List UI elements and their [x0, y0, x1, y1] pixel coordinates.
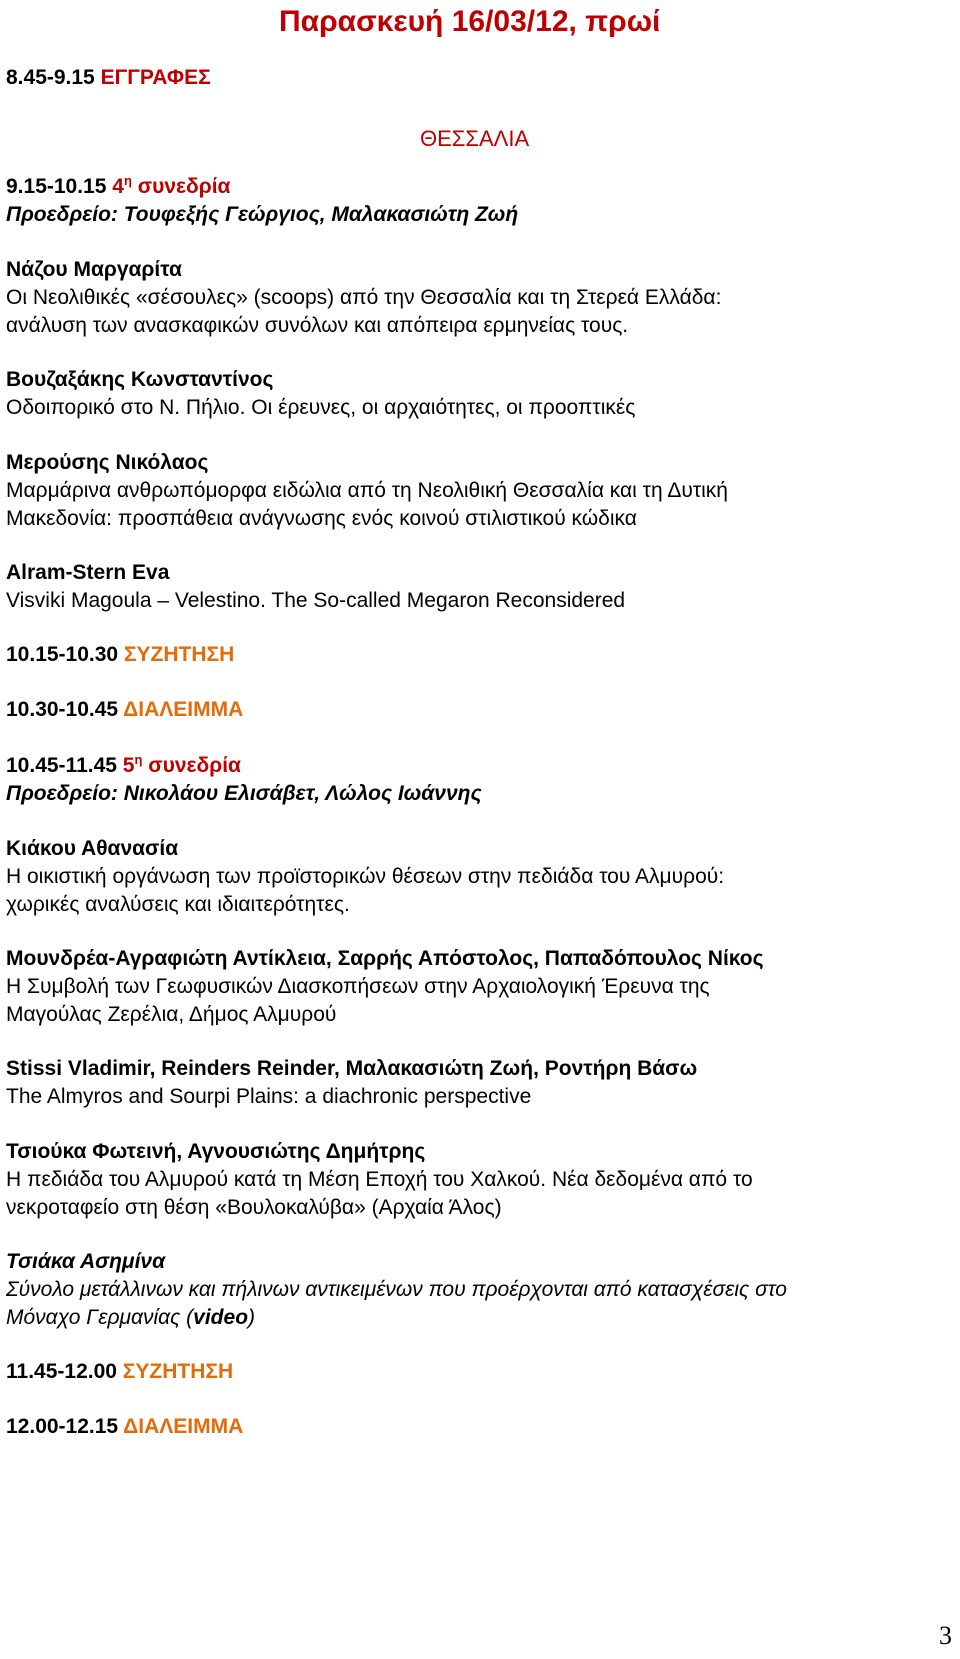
talk-title: Η οικιστική οργάνωση των προϊστορικών θέσεων στην πεδιάδα του Αλμυρού:	[6, 865, 725, 888]
session4-ordinal: η	[123, 173, 132, 188]
discussion-label: ΣΥΖΗΤΗΣΗ	[122, 1360, 234, 1383]
talk-title: Μαρμάρινα ανθρωπόμορφα ειδώλια από τη Νεολιθική Θεσσαλία και τη Δυτική	[6, 479, 728, 502]
registration-line	[6, 64, 211, 92]
discussion-time: 11.45-12.00	[6, 1360, 117, 1383]
session4-number: 4	[112, 175, 124, 198]
talk-title: Σύνολο μετάλλινων και πήλινων αντικειμένων που προέρχονται από κατασχέσεις στο	[6, 1278, 787, 1301]
talk-title: Οδοιπορικό στο Ν. Πήλιο. Οι έρευνες, οι αρχαιότητες, οι προοπτικές	[6, 396, 636, 419]
break-line	[6, 696, 243, 724]
discussion-line	[6, 641, 234, 669]
talk-title: Μαγούλας Ζερέλια, Δήμος Αλμυρού	[6, 1003, 337, 1026]
talk-author: Νάζου Μαργαρίτα	[6, 258, 182, 281]
session5-ordinal: η	[134, 752, 143, 767]
registration-time: 8.45-9.15	[6, 66, 95, 89]
discussion-line	[6, 1358, 233, 1386]
session4-chairs: Προεδρείο: Τουφεξής Γεώργιος, Μαλακασιώτη Ζωή	[6, 203, 519, 226]
talk-author: Μουνδρέα-Αγραφιώτη Αντίκλεια, Σαρρής Απόστολος, Παπαδόπουλος Νίκος	[6, 947, 764, 970]
talk-title-video: video	[193, 1306, 249, 1329]
discussion-label: ΣΥΖΗΤΗΣΗ	[123, 643, 235, 666]
talk-title: Μακεδονία: προσπάθεια ανάγνωσης ενός κοινού στιλιστικού κώδικα	[6, 507, 637, 530]
break-time: 12.00-12.15	[6, 1415, 119, 1438]
session5-number: 5	[122, 754, 135, 777]
talk-author: Τσιούκα Φωτεινή, Αγνουσιώτης Δημήτρης	[6, 1140, 426, 1163]
talk-title: The Almyros and Sourpi Plains: a diachronic perspective	[6, 1085, 532, 1108]
talk-author: Stissi Vladimir, Reinders Reinder, Μαλακασιώτη Ζωή, Ροντήρη Βάσω	[6, 1057, 698, 1080]
talk-title: Οι Νεολιθικές «σέσουλες» (scoops) από την Θεσσαλία και τη Στερεά Ελλάδα:	[6, 286, 722, 309]
discussion-time: 10.15-10.30	[6, 643, 119, 666]
break-label: ΔΙΑΛΕΙΜΜΑ	[123, 698, 244, 721]
session4-heading	[6, 173, 230, 201]
session5-time: 10.45-11.45	[6, 754, 117, 777]
registration-label: ΕΓΓΡΑΦΕΣ	[100, 66, 211, 89]
session5-heading	[6, 752, 241, 780]
talk-title-part: Μόναχο Γερμανίας (	[6, 1306, 194, 1329]
page-number: 3	[939, 1621, 952, 1650]
talk-title: χωρικές αναλύσεις και ιδιαιτερότητες.	[6, 893, 350, 916]
talk-author: Κιάκου Αθανασία	[6, 837, 179, 860]
talk-author: Τσιάκα Ασημίνα	[6, 1250, 166, 1273]
session5-label: συνεδρία	[148, 754, 241, 777]
talk-title: Visviki Magoula – Velestino. The So-called Megaron Reconsidered	[6, 589, 626, 612]
break-time: 10.30-10.45	[6, 698, 119, 721]
talk-title: Η Συμβολή των Γεωφυσικών Διασκοπήσεων στην Αρχαιολογική Έρευνα της	[6, 975, 710, 998]
talk-author: Βουζαξάκης Κωνσταντίνος	[6, 368, 274, 391]
session5-chairs: Προεδρείο: Νικολάου Ελισάβετ, Λώλος Ιωάννης	[6, 782, 482, 805]
talk-author: Alram-Stern Eva	[6, 561, 170, 584]
page-title: Παρασκευή 16/03/12, πρωί	[279, 5, 661, 38]
break-line	[6, 1413, 243, 1441]
session4-time: 9.15-10.15	[6, 175, 107, 198]
region-heading: ΘΕΣΣΑΛΙΑ	[420, 126, 530, 151]
talk-title-part: )	[248, 1306, 256, 1329]
break-label: ΔΙΑΛΕΙΜΜΑ	[123, 1415, 244, 1438]
talk-title	[6, 1304, 255, 1332]
session4-label: συνεδρία	[137, 175, 231, 198]
talk-title: νεκροταφείο στη θέση «Βουλοκαλύβα» (Αρχαία Άλος)	[6, 1196, 502, 1219]
talk-author: Μερούσης Νικόλαος	[6, 451, 209, 474]
talk-title: ανάλυση των ανασκαφικών συνόλων και απόπειρα ερμηνείας τους.	[6, 314, 629, 337]
talk-title: Η πεδιάδα του Αλμυρού κατά τη Μέση Εποχή του Χαλκού. Νέα δεδομένα από το	[6, 1168, 753, 1191]
